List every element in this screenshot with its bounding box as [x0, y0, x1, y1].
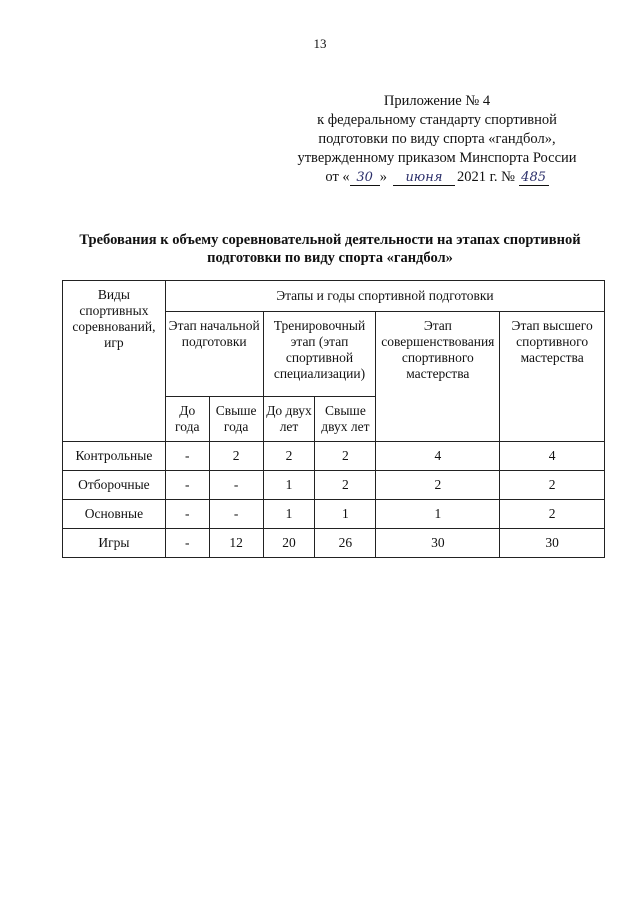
table-cell: -: [165, 471, 209, 500]
table-cell: 2: [500, 500, 605, 529]
header-competition-types: Виды спортивных соревнований, игр: [63, 281, 166, 442]
page-number: 13: [313, 36, 327, 51]
table-cell: 2: [376, 471, 500, 500]
appendix-block: [272, 92, 602, 187]
date-close: »: [379, 169, 387, 185]
row-label: Игры: [63, 529, 166, 558]
appendix-date-line: [272, 168, 602, 187]
appendix-line: подготовки по виду спорта «гандбол»,: [318, 131, 556, 147]
table-row: [63, 500, 605, 529]
table-cell: 2: [209, 442, 263, 471]
table-cell: 12: [209, 529, 263, 558]
header-stage-improvement: Этап совершенствования спортивного мастерства: [376, 312, 500, 442]
table-cell: 1: [315, 500, 376, 529]
table-row: [63, 529, 605, 558]
table-cell: -: [165, 442, 209, 471]
appendix-line: к федеральному стандарту спортивной: [317, 112, 557, 128]
header-stage-highest: Этап высшего спортивного мастерства: [500, 312, 605, 442]
row-label: Контрольные: [63, 442, 166, 471]
row-label: Отборочные: [63, 471, 166, 500]
header-stage-training: Тренировочный этап (этап спортивной специализации): [263, 312, 376, 397]
table-cell: 20: [263, 529, 315, 558]
table-cell: 30: [376, 529, 500, 558]
table-cell: 1: [263, 471, 315, 500]
title-line: подготовки по виду спорта «гандбол»: [207, 250, 453, 266]
table-cell: -: [209, 500, 263, 529]
table-cell: 1: [263, 500, 315, 529]
handwritten-month: июня: [393, 171, 455, 186]
title-line: Требования к объему соревновательной деятельности на этапах спортивной: [79, 232, 581, 248]
table-row: [63, 471, 605, 500]
header-stages-group: Этапы и годы спортивной подготовки: [165, 281, 604, 312]
appendix-title: Приложение № 4: [383, 93, 491, 109]
header-stage-initial: Этап начальной подготовки: [165, 312, 263, 397]
appendix-line: утвержденному приказом Минспорта России: [297, 150, 577, 166]
header-sub-initial-up-to-year: До года: [165, 397, 209, 442]
table-cell: -: [165, 500, 209, 529]
date-prefix: от «: [325, 169, 350, 185]
table-row: [63, 442, 605, 471]
handwritten-order-number: 485: [519, 171, 549, 186]
table-cell: -: [209, 471, 263, 500]
year-text: 2021 г. №: [456, 169, 515, 185]
table-cell: 4: [376, 442, 500, 471]
document-title: [40, 231, 620, 267]
table-cell: 2: [263, 442, 315, 471]
table-cell: 2: [500, 471, 605, 500]
requirements-table: [62, 280, 605, 558]
table-cell: 2: [315, 471, 376, 500]
header-sub-initial-over-year: Свыше года: [209, 397, 263, 442]
table-cell: 1: [376, 500, 500, 529]
table-cell: 26: [315, 529, 376, 558]
header-sub-training-over-two: Свыше двух лет: [315, 397, 376, 442]
table-cell: 30: [500, 529, 605, 558]
row-label: Основные: [63, 500, 166, 529]
handwritten-day: 30: [350, 171, 380, 186]
header-sub-training-up-to-two: До двух лет: [263, 397, 315, 442]
table-cell: -: [165, 529, 209, 558]
table-cell: 4: [500, 442, 605, 471]
table-cell: 2: [315, 442, 376, 471]
